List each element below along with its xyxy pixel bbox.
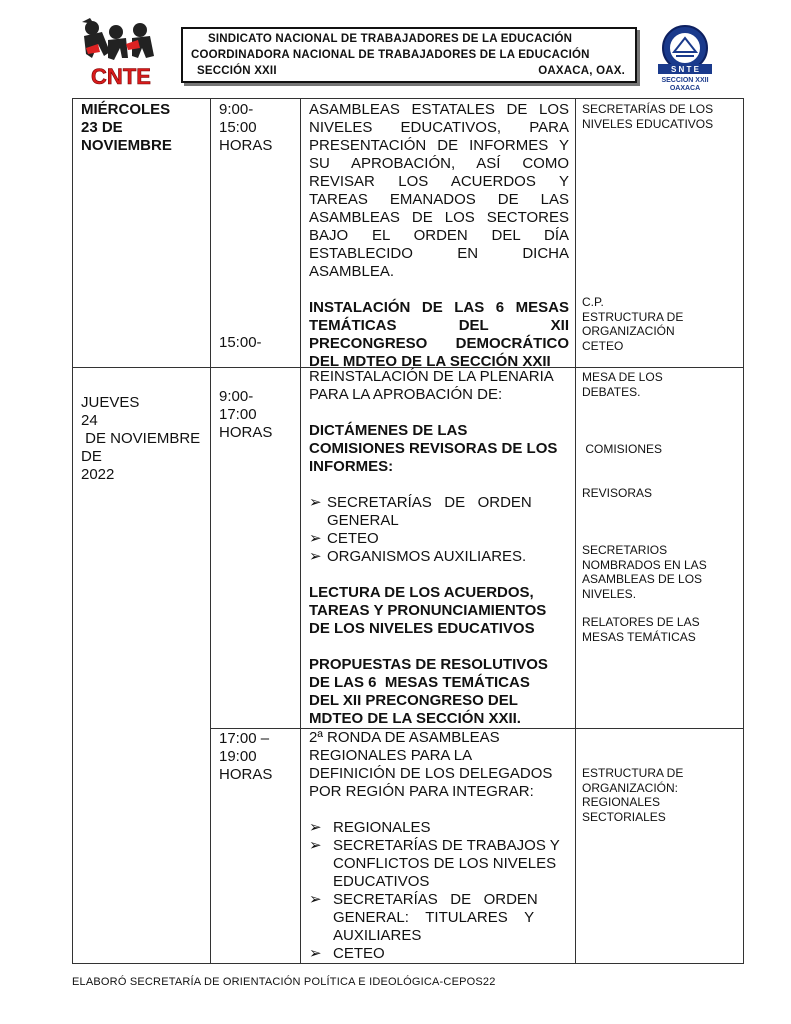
day-cell-wednesday (73, 99, 211, 368)
day-line: 24 (81, 412, 98, 429)
day-line: 2022 (81, 466, 115, 483)
bullet-arrow-icon: ➢ (309, 837, 322, 854)
header-title-box (181, 27, 637, 83)
responsible-cell-wednesday (576, 99, 744, 368)
list-item (309, 891, 569, 945)
responsible-line: REGIONALES (582, 795, 661, 809)
heading-line: DEL XII PRECONGRESO DEL (309, 692, 518, 709)
bullet-arrow-icon: ➢ (309, 891, 322, 908)
heading-line: TAREAS Y PRONUNCIAMIENTOS (309, 602, 547, 619)
bullet-arrow-icon: ➢ (309, 945, 322, 962)
schedule-table (72, 98, 744, 964)
list-item-text: GENERAL: TITULARES Y (333, 909, 535, 926)
time-line: HORAS (219, 137, 273, 154)
list-item-text: GENERAL (327, 512, 399, 529)
responsible-line: NOMBRADOS EN LAS (582, 557, 707, 572)
activity-text-bold-end: DEL MDTEO DE LA SECCIÓN XXII (309, 353, 551, 370)
list-item (309, 494, 569, 530)
list-item-text: EDUCATIVOS (333, 873, 430, 890)
activity-cell-wednesday (301, 99, 576, 368)
day-line: MIÉRCOLES (81, 101, 171, 118)
cnte-logo (80, 18, 162, 90)
list-item-text: SECRETARÍAS DE ORDEN (333, 891, 538, 908)
time-line: 19:00 (219, 748, 257, 765)
time-line: 17:00 – (219, 730, 270, 747)
responsible-line: SECRETARIOS (582, 543, 668, 557)
snte-seccion-logo (648, 24, 722, 92)
responsible-cell-thursday-morning (576, 368, 744, 729)
header-line-2: COORDINADORA NACIONAL DE TRABAJADORES DE LA EDUCACIÓN (191, 49, 590, 61)
responsible-line: NIVELES. (582, 586, 637, 601)
time-line: 15:00 (219, 119, 257, 136)
list-item (309, 819, 569, 837)
heading-line: DE LOS NIVELES EDUCATIVOS (309, 620, 535, 637)
heading-line: DE LAS 6 MESAS TEMÁTICAS (309, 674, 530, 691)
heading-line: LECTURA DE LOS ACUERDOS, (309, 584, 534, 601)
list-item-text: SECRETARÍAS DE TRABAJOS Y (333, 837, 560, 854)
heading-line: MDTEO DE LA SECCIÓN XXII. (309, 710, 521, 727)
activity-line: REGIONALES PARA LA (309, 747, 473, 764)
day-line: DE (81, 448, 102, 465)
time-line: 9:00- (219, 101, 254, 118)
time-cell-wednesday (211, 99, 301, 368)
heading-line: DICTÁMENES DE LAS (309, 422, 468, 439)
snte-logo-oaxaca: OAXACA (669, 85, 701, 92)
activity-line: PARA LA APROBACIÓN DE: (309, 386, 503, 403)
activity-text-end: ASAMBLEA. (309, 263, 395, 280)
time-line: HORAS (219, 424, 273, 441)
header-line-3-right: OAXACA, OAX. (538, 65, 625, 77)
heading-line: COMISIONES REVISORAS DE LOS (309, 440, 558, 457)
activity-line: REINSTALACIÓN DE LA PLENARIA (309, 368, 554, 385)
activity-cell-thursday-morning (301, 368, 576, 729)
day-line: DE NOVIEMBRE (81, 430, 201, 447)
snte-logo-text: S N T E (670, 65, 700, 74)
list-item-text: CETEO (327, 530, 379, 547)
responsible-line: C.P. (582, 295, 604, 309)
list-item (309, 945, 569, 963)
responsible-line: ORGANIZACIÓN: (582, 780, 679, 795)
responsible-line: ASAMBLEAS DE LOS (582, 572, 703, 586)
bullet-arrow-icon: ➢ (309, 494, 322, 511)
responsible-text: SECRETARÍAS DE LOS NIVELES EDUCATIVOS (582, 102, 714, 131)
list-item-text: CETEO (333, 945, 385, 962)
day-line: 23 DE (81, 119, 123, 136)
responsible-line: SECTORIALES (582, 809, 666, 824)
list-item-text: SECRETARÍAS DE ORDEN (327, 494, 532, 511)
list-item-text: CONFLICTOS DE LOS NIVELES (333, 855, 557, 872)
list-item (309, 837, 569, 891)
time-cell-thursday-morning (211, 368, 301, 729)
responsible-line: ESTRUCTURA DE (582, 766, 684, 780)
responsible-cell-thursday-afternoon (576, 729, 744, 964)
responsible-line: REVISORAS (582, 485, 653, 500)
heading-line: PROPUESTAS DE RESOLUTIVOS (309, 656, 548, 673)
list-item-text: ORGANISMOS AUXILIARES. (327, 548, 527, 565)
bullet-arrow-icon: ➢ (309, 548, 322, 565)
responsible-line: ORGANIZACIÓN (582, 324, 675, 338)
heading-line: INFORMES: (309, 458, 394, 475)
responsible-line: MESA DE LOS (582, 370, 663, 384)
responsible-line: RELATORES DE LAS (582, 615, 700, 629)
time-line: HORAS (219, 766, 273, 783)
activity-text-bold: INSTALACIÓN DE LAS 6 MESAS TEMÁTICAS DEL XII PRECONGRESO DEMOCRÁTICO (309, 299, 569, 352)
time-line: 9:00- (219, 388, 254, 405)
list-item-text: AUXILIARES (333, 927, 422, 944)
day-line: NOVIEMBRE (81, 137, 172, 154)
responsible-line: COMISIONES (582, 442, 663, 456)
bullet-arrow-icon: ➢ (309, 819, 322, 836)
activity-line: 2ª RONDA DE ASAMBLEAS (309, 729, 500, 746)
list-item (309, 548, 569, 566)
day-line: JUEVES (81, 394, 140, 411)
snte-logo-seccion: SECCION XXII (661, 77, 709, 84)
activity-line: DEFINICIÓN DE LOS DELEGADOS (309, 765, 553, 782)
page-header (0, 0, 791, 100)
header-line-1: SINDICATO NACIONAL DE TRABAJADORES DE LA EDUCACIÓN (208, 33, 573, 45)
table-row-thursday-morning (73, 368, 744, 729)
time-cell-thursday-afternoon (211, 729, 301, 964)
day-cell-thursday (73, 368, 211, 964)
cnte-logo-text: CNTE (91, 64, 151, 89)
page-footer: ELABORÓ SECRETARÍA DE ORIENTACIÓN POLÍTICA E IDEOLÓGICA-CEPOS22 (72, 976, 496, 988)
list-item-text: REGIONALES (333, 819, 431, 836)
bullet-arrow-icon: ➢ (309, 530, 322, 547)
activity-cell-thursday-afternoon (301, 729, 576, 964)
responsible-line: MESAS TEMÁTICAS (582, 629, 696, 644)
time-line: 17:00 (219, 406, 257, 423)
activity-line: POR REGIÓN PARA INTEGRAR: (309, 783, 534, 800)
responsible-line: DEBATES. (582, 384, 641, 399)
table-row-wednesday (73, 99, 744, 368)
header-line-3-left: SECCIÓN XXII (197, 65, 277, 77)
time-line: 15:00- (219, 334, 262, 351)
activity-text: ASAMBLEAS ESTATALES DE LOS NIVELES EDUCATIVOS, PARA PRESENTACIÓN DE INFORMES Y SU APROBACIÓN, ASÍ COMO REVISAR LOS ACUERDOS Y TAREAS EMANADOS DE LAS ASAMBLEAS DE LOS SECTORES BAJO EL ORDEN DEL DÍA ESTABLECIDO EN DICHA (309, 101, 569, 262)
list-item (309, 530, 569, 548)
responsible-line: CETEO (582, 338, 624, 353)
responsible-line: ESTRUCTURA DE (582, 309, 684, 324)
